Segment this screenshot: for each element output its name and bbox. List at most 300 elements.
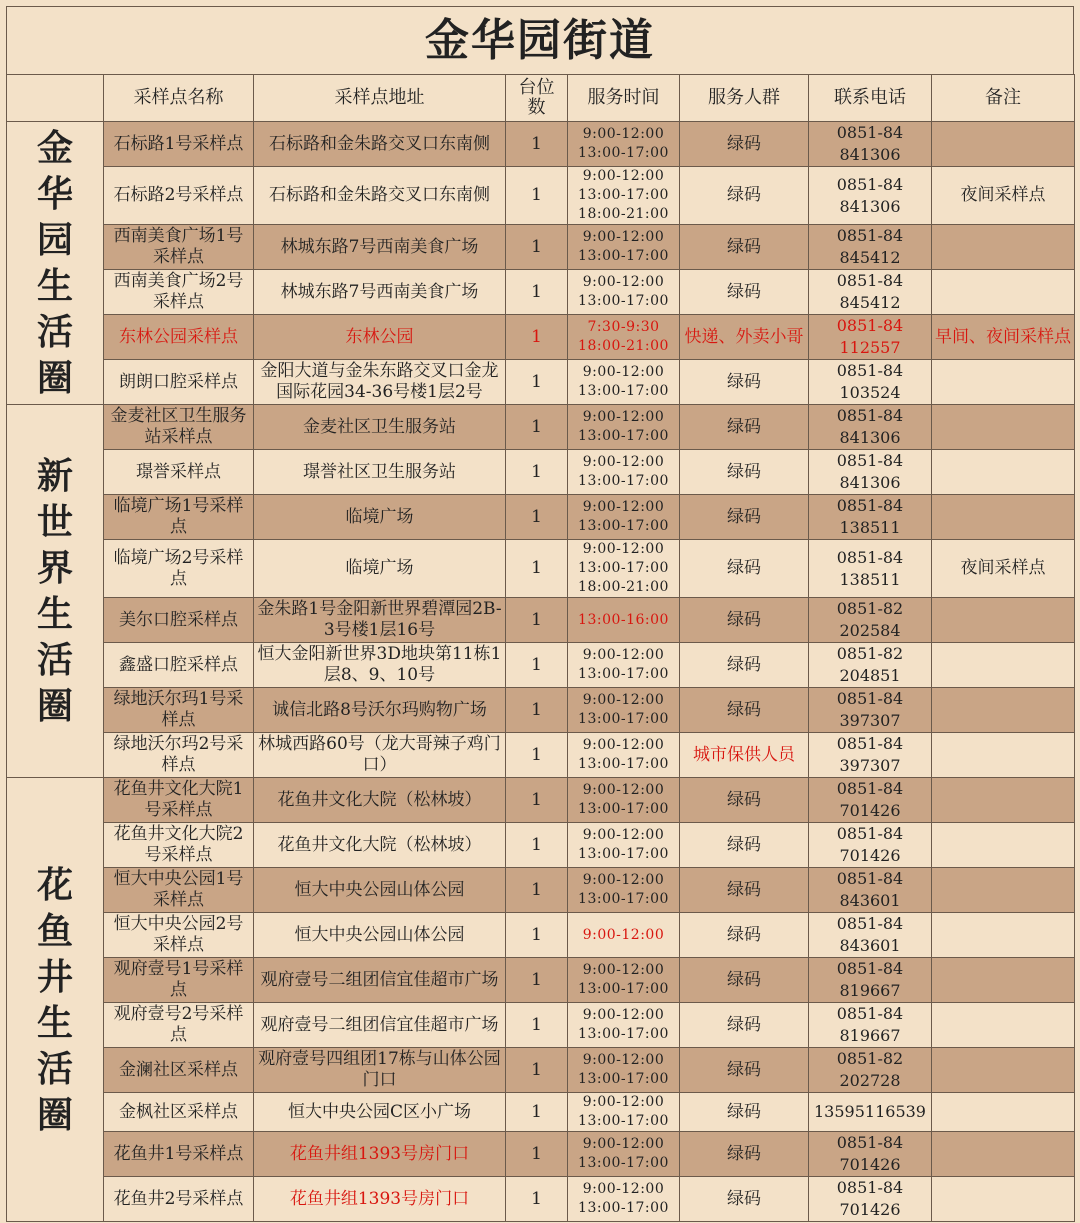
cell-address bbox=[254, 225, 506, 270]
time-slot: 9:00-12:00 bbox=[582, 962, 665, 978]
phone-text: 0851-82202584 bbox=[836, 599, 904, 640]
cell-note bbox=[932, 643, 1075, 688]
cell-name-text: 临境广场2号采样点 bbox=[113, 547, 244, 589]
cell-count-text: 1 bbox=[531, 789, 542, 810]
cell-name-text: 朗朗口腔采样点 bbox=[119, 371, 238, 392]
cell-crowd bbox=[680, 225, 809, 270]
cell-address bbox=[254, 1048, 506, 1093]
cell-address-text: 恒大中央公园山体公园 bbox=[294, 924, 465, 945]
cell-crowd-text: 城市保供人员 bbox=[693, 744, 795, 765]
cell-count-text: 1 bbox=[531, 879, 542, 900]
time-slot: 13:00-17:00 bbox=[578, 891, 669, 907]
cell-name-text: 金枫社区采样点 bbox=[119, 1101, 238, 1122]
cell-time bbox=[568, 122, 680, 167]
cell-crowd bbox=[680, 958, 809, 1003]
cell-address bbox=[254, 823, 506, 868]
cell-name bbox=[104, 823, 254, 868]
cell-phone bbox=[809, 1132, 932, 1177]
cell-address bbox=[254, 495, 506, 540]
cell-address bbox=[254, 270, 506, 315]
cell-address bbox=[254, 868, 506, 913]
cell-time bbox=[568, 1132, 680, 1177]
time-slot: 9:00-12:00 bbox=[582, 782, 665, 798]
cell-address-text: 花鱼井组1393号房门口 bbox=[289, 1188, 470, 1209]
cell-count bbox=[506, 868, 568, 913]
cell-name bbox=[104, 1093, 254, 1132]
group-label-text: 新世界生活圈 bbox=[36, 455, 73, 727]
time-slot: 18:00-21:00 bbox=[578, 338, 669, 354]
cell-name bbox=[104, 958, 254, 1003]
phone-text: 0851-84138511 bbox=[836, 547, 904, 589]
cell-address-text: 林城西路60号（龙大哥辣子鸡门口） bbox=[258, 734, 501, 775]
cell-address bbox=[254, 733, 506, 778]
cell-phone bbox=[809, 913, 932, 958]
cell-address bbox=[254, 598, 506, 643]
cell-note bbox=[932, 868, 1075, 913]
cell-count bbox=[506, 1132, 568, 1177]
cell-name bbox=[104, 1132, 254, 1177]
cell-crowd bbox=[680, 167, 809, 225]
group-label bbox=[7, 405, 104, 778]
cell-name bbox=[104, 868, 254, 913]
cell-time bbox=[568, 225, 680, 270]
cell-count-text: 1 bbox=[531, 654, 542, 675]
table-row bbox=[7, 1093, 1075, 1132]
cell-name bbox=[104, 270, 254, 315]
cell-phone bbox=[809, 167, 932, 225]
time-slot: 9:00-12:00 bbox=[582, 647, 665, 663]
cell-address-text: 临境广场 bbox=[345, 506, 414, 527]
table-row bbox=[7, 270, 1075, 315]
time-slot: 9:00-12:00 bbox=[582, 454, 665, 470]
cell-phone bbox=[809, 360, 932, 405]
cell-address-text: 临境广场 bbox=[345, 558, 414, 578]
time-slot: 9:00-12:00 bbox=[582, 692, 665, 708]
cell-note bbox=[932, 1048, 1075, 1093]
sheet bbox=[6, 6, 1074, 1217]
sampling-table bbox=[6, 74, 1075, 1222]
cell-phone bbox=[809, 1048, 932, 1093]
cell-count bbox=[506, 733, 568, 778]
cell-crowd bbox=[680, 122, 809, 167]
time-slot: 13:00-17:00 bbox=[578, 1113, 669, 1129]
cell-address-text: 东林公园 bbox=[345, 326, 414, 347]
phone-text: 0851-84843601 bbox=[836, 914, 904, 955]
cell-time bbox=[568, 958, 680, 1003]
phone-text: 0851-84819667 bbox=[836, 959, 904, 1000]
cell-crowd-text: 快递、外卖小哥 bbox=[684, 326, 804, 347]
table-row bbox=[7, 1132, 1075, 1177]
time-slot: 13:00-16:00 bbox=[578, 611, 669, 628]
cell-crowd-text: 绿码 bbox=[727, 506, 761, 527]
cell-crowd bbox=[680, 733, 809, 778]
cell-phone bbox=[809, 643, 932, 688]
cell-address bbox=[254, 405, 506, 450]
cell-note bbox=[932, 450, 1075, 495]
cell-crowd bbox=[680, 643, 809, 688]
table-row bbox=[7, 1177, 1075, 1222]
table-row bbox=[7, 958, 1075, 1003]
phone-text: 0851-84701426 bbox=[836, 1133, 904, 1174]
cell-name-text: 绿地沃尔玛1号采样点 bbox=[113, 689, 244, 730]
cell-address-text: 花鱼井组1393号房门口 bbox=[289, 1143, 470, 1164]
table-row bbox=[7, 868, 1075, 913]
phone-text: 0851-84843601 bbox=[836, 869, 904, 910]
cell-time bbox=[568, 1177, 680, 1222]
time-slot: 13:00-17:00 bbox=[578, 383, 669, 399]
cell-note bbox=[932, 778, 1075, 823]
time-slot: 9:00-12:00 bbox=[582, 409, 665, 425]
cell-phone bbox=[809, 598, 932, 643]
cell-note-text: 夜间采样点 bbox=[960, 185, 1046, 205]
cell-count-text: 1 bbox=[531, 609, 542, 630]
table-row bbox=[7, 450, 1075, 495]
cell-count bbox=[506, 1177, 568, 1222]
cell-note bbox=[932, 167, 1075, 225]
cell-note bbox=[932, 598, 1075, 643]
time-slot: 13:00-17:00 bbox=[578, 666, 669, 682]
cell-name-text: 东林公园采样点 bbox=[119, 326, 238, 347]
cell-crowd-text: 绿码 bbox=[727, 969, 761, 990]
cell-count-text: 1 bbox=[531, 185, 542, 205]
cell-crowd bbox=[680, 868, 809, 913]
cell-name bbox=[104, 598, 254, 643]
cell-crowd-text: 绿码 bbox=[727, 1014, 761, 1035]
cell-crowd-text: 绿码 bbox=[727, 1143, 761, 1164]
time-slot: 7:30-9:30 bbox=[587, 319, 660, 335]
phone-text: 0851-84701426 bbox=[836, 779, 904, 820]
table-row bbox=[7, 1048, 1075, 1093]
phone-text: 0851-84112557 bbox=[836, 316, 904, 357]
cell-name bbox=[104, 405, 254, 450]
phone-text: 0851-84701426 bbox=[836, 824, 904, 865]
table-row bbox=[7, 688, 1075, 733]
cell-phone bbox=[809, 122, 932, 167]
time-slot: 9:00-12:00 bbox=[582, 168, 665, 184]
cell-address-text: 金麦社区卫生服务站 bbox=[303, 416, 456, 437]
cell-phone bbox=[809, 495, 932, 540]
cell-address-text: 恒大中央公园C区小广场 bbox=[287, 1101, 471, 1122]
cell-count-text: 1 bbox=[531, 699, 542, 720]
cell-count bbox=[506, 1093, 568, 1132]
cell-phone bbox=[809, 823, 932, 868]
cell-address bbox=[254, 913, 506, 958]
cell-name-text: 金澜社区采样点 bbox=[119, 1059, 238, 1080]
cell-name bbox=[104, 225, 254, 270]
cell-count-text: 1 bbox=[531, 744, 542, 765]
cell-crowd-text: 绿码 bbox=[727, 281, 761, 302]
table-row bbox=[7, 225, 1075, 270]
table-row bbox=[7, 598, 1075, 643]
cell-crowd bbox=[680, 360, 809, 405]
cell-crowd-text: 绿码 bbox=[727, 699, 761, 720]
header-phone: 联系电话 bbox=[809, 75, 932, 122]
time-slot: 13:00-17:00 bbox=[578, 473, 669, 489]
cell-name bbox=[104, 643, 254, 688]
cell-crowd bbox=[680, 1093, 809, 1132]
time-slot: 18:00-21:00 bbox=[578, 579, 669, 595]
cell-count bbox=[506, 270, 568, 315]
cell-crowd-text: 绿码 bbox=[727, 789, 761, 810]
cell-count bbox=[506, 495, 568, 540]
cell-name bbox=[104, 913, 254, 958]
cell-crowd-text: 绿码 bbox=[727, 1101, 761, 1122]
cell-crowd-text: 绿码 bbox=[727, 133, 761, 154]
cell-phone bbox=[809, 1177, 932, 1222]
phone-text: 0851-84397307 bbox=[836, 734, 904, 775]
cell-address bbox=[254, 1093, 506, 1132]
cell-time bbox=[568, 868, 680, 913]
phone-text: 0851-84397307 bbox=[836, 689, 904, 730]
cell-phone bbox=[809, 450, 932, 495]
cell-crowd-text: 绿码 bbox=[727, 185, 761, 205]
cell-address-text: 花鱼井文化大院（松林坡） bbox=[277, 789, 482, 810]
cell-name bbox=[104, 450, 254, 495]
cell-name-text: 花鱼井文化大院2号采样点 bbox=[113, 824, 244, 865]
cell-address-text: 花鱼井文化大院（松林坡） bbox=[277, 834, 482, 855]
cell-name bbox=[104, 1003, 254, 1048]
cell-crowd bbox=[680, 450, 809, 495]
phone-text: 0851-84841306 bbox=[836, 406, 904, 447]
cell-address-text: 林城东路7号西南美食广场 bbox=[280, 236, 479, 257]
cell-note bbox=[932, 1003, 1075, 1048]
cell-name bbox=[104, 167, 254, 225]
time-slot: 9:00-12:00 bbox=[582, 1007, 665, 1023]
phone-text: 0851-82202728 bbox=[836, 1049, 904, 1090]
cell-count bbox=[506, 360, 568, 405]
time-slot: 13:00-17:00 bbox=[578, 711, 669, 727]
cell-address-text: 金阳大道与金朱东路交叉口金龙国际花园34-36号楼1层2号 bbox=[260, 361, 499, 402]
cell-count bbox=[506, 405, 568, 450]
cell-name-text: 璟誉采样点 bbox=[136, 461, 221, 482]
cell-note bbox=[932, 122, 1075, 167]
cell-crowd bbox=[680, 1048, 809, 1093]
cell-crowd bbox=[680, 1003, 809, 1048]
cell-crowd-text: 绿码 bbox=[727, 1188, 761, 1209]
cell-phone bbox=[809, 688, 932, 733]
cell-count bbox=[506, 122, 568, 167]
time-slot: 13:00-17:00 bbox=[578, 1026, 669, 1042]
cell-count-text: 1 bbox=[531, 326, 542, 347]
cell-note bbox=[932, 913, 1075, 958]
cell-name-text: 西南美食广场2号采样点 bbox=[113, 271, 244, 312]
cell-phone bbox=[809, 868, 932, 913]
phone-text: 0851-84841306 bbox=[836, 123, 904, 164]
cell-phone bbox=[809, 315, 932, 360]
cell-name-text: 观府壹号1号采样点 bbox=[113, 959, 244, 1000]
cell-phone-text: 13595116539 bbox=[814, 1102, 926, 1121]
header-name: 采样点名称 bbox=[104, 75, 254, 122]
cell-address bbox=[254, 958, 506, 1003]
cell-count-text: 1 bbox=[531, 236, 542, 257]
cell-name-text: 金麦社区卫生服务站采样点 bbox=[110, 406, 247, 447]
cell-count bbox=[506, 778, 568, 823]
cell-name-text: 石标路1号采样点 bbox=[113, 133, 244, 154]
cell-address-text: 璟誉社区卫生服务站 bbox=[303, 461, 456, 482]
cell-count-text: 1 bbox=[531, 1188, 542, 1209]
cell-time bbox=[568, 1048, 680, 1093]
cell-name-text: 美尔口腔采样点 bbox=[119, 609, 238, 630]
cell-count-text: 1 bbox=[531, 281, 542, 302]
cell-count-text: 1 bbox=[531, 924, 542, 945]
cell-count bbox=[506, 225, 568, 270]
time-slot: 13:00-17:00 bbox=[578, 518, 669, 534]
table-row bbox=[7, 778, 1075, 823]
phone-text: 0851-82204851 bbox=[836, 644, 904, 685]
header-time: 服务时间 bbox=[568, 75, 680, 122]
cell-name-text: 恒大中央公园1号采样点 bbox=[113, 869, 244, 910]
cell-crowd-text: 绿码 bbox=[727, 416, 761, 437]
table-row bbox=[7, 540, 1075, 598]
time-slot: 9:00-12:00 bbox=[582, 827, 665, 843]
cell-name-text: 绿地沃尔玛2号采样点 bbox=[113, 734, 244, 775]
cell-name bbox=[104, 495, 254, 540]
cell-crowd bbox=[680, 315, 809, 360]
table-row bbox=[7, 167, 1075, 225]
cell-count-text: 1 bbox=[531, 834, 542, 855]
cell-phone bbox=[809, 778, 932, 823]
time-slot: 13:00-17:00 bbox=[578, 1200, 669, 1216]
time-slot: 9:00-12:00 bbox=[582, 1094, 665, 1110]
cell-note bbox=[932, 1093, 1075, 1132]
cell-time bbox=[568, 450, 680, 495]
cell-address-text: 石标路和金朱路交叉口东南侧 bbox=[269, 133, 490, 154]
cell-crowd bbox=[680, 495, 809, 540]
cell-address-text: 恒大中央公园山体公园 bbox=[294, 879, 465, 900]
group-label bbox=[7, 778, 104, 1222]
cell-time bbox=[568, 495, 680, 540]
table-row bbox=[7, 733, 1075, 778]
header-group bbox=[7, 75, 104, 122]
cell-crowd-text: 绿码 bbox=[727, 558, 761, 578]
cell-count bbox=[506, 823, 568, 868]
cell-count-text: 1 bbox=[531, 1014, 542, 1035]
table-row bbox=[7, 1003, 1075, 1048]
header-crowd: 服务人群 bbox=[680, 75, 809, 122]
cell-crowd-text: 绿码 bbox=[727, 924, 761, 945]
cell-time bbox=[568, 167, 680, 225]
phone-text: 0851-84701426 bbox=[836, 1178, 904, 1219]
cell-crowd bbox=[680, 688, 809, 733]
cell-count-text: 1 bbox=[531, 371, 542, 392]
cell-note bbox=[932, 1177, 1075, 1222]
cell-time bbox=[568, 733, 680, 778]
cell-crowd-text: 绿码 bbox=[727, 1059, 761, 1080]
time-slot: 13:00-17:00 bbox=[578, 801, 669, 817]
phone-text: 0851-84138511 bbox=[836, 496, 904, 537]
cell-note bbox=[932, 688, 1075, 733]
table-row bbox=[7, 495, 1075, 540]
cell-address-text: 诚信北路8号沃尔玛购物广场 bbox=[272, 699, 487, 720]
group-label-text: 金华园生活圈 bbox=[36, 127, 73, 399]
cell-count-text: 1 bbox=[531, 558, 542, 578]
cell-time bbox=[568, 540, 680, 598]
cell-count bbox=[506, 913, 568, 958]
phone-text: 0851-84841306 bbox=[836, 174, 904, 216]
cell-name-text: 花鱼井1号采样点 bbox=[113, 1143, 244, 1164]
cell-crowd bbox=[680, 598, 809, 643]
phone-text: 0851-84845412 bbox=[836, 271, 904, 312]
cell-phone bbox=[809, 733, 932, 778]
cell-count bbox=[506, 958, 568, 1003]
cell-count bbox=[506, 688, 568, 733]
cell-address-text: 观府壹号二组团信宜佳超市广场 bbox=[260, 1014, 499, 1035]
cell-address bbox=[254, 643, 506, 688]
cell-name-text: 恒大中央公园2号采样点 bbox=[113, 914, 244, 955]
cell-crowd bbox=[680, 823, 809, 868]
cell-count bbox=[506, 1048, 568, 1093]
cell-name-text: 花鱼井文化大院1号采样点 bbox=[113, 779, 244, 820]
cell-count bbox=[506, 598, 568, 643]
cell-address bbox=[254, 1132, 506, 1177]
cell-count-text: 1 bbox=[531, 416, 542, 437]
cell-phone bbox=[809, 405, 932, 450]
cell-address bbox=[254, 360, 506, 405]
time-slot: 9:00-12:00 bbox=[582, 126, 665, 142]
time-slot: 13:00-17:00 bbox=[578, 846, 669, 862]
cell-address bbox=[254, 1003, 506, 1048]
cell-name bbox=[104, 688, 254, 733]
table-row bbox=[7, 823, 1075, 868]
time-slot: 13:00-17:00 bbox=[578, 756, 669, 772]
cell-note bbox=[932, 225, 1075, 270]
cell-crowd bbox=[680, 270, 809, 315]
phone-text: 0851-84841306 bbox=[836, 451, 904, 492]
time-slot: 13:00-17:00 bbox=[578, 981, 669, 997]
cell-count-text: 1 bbox=[531, 1059, 542, 1080]
group-label bbox=[7, 122, 104, 405]
cell-name bbox=[104, 1048, 254, 1093]
cell-name bbox=[104, 360, 254, 405]
cell-count bbox=[506, 1003, 568, 1048]
cell-name-text: 观府壹号2号采样点 bbox=[113, 1004, 244, 1045]
cell-note-text: 夜间采样点 bbox=[960, 558, 1046, 578]
time-slot: 13:00-17:00 bbox=[578, 560, 669, 576]
cell-phone bbox=[809, 1093, 932, 1132]
phone-text: 0851-84845412 bbox=[836, 226, 904, 267]
cell-count bbox=[506, 450, 568, 495]
cell-phone bbox=[809, 958, 932, 1003]
cell-note bbox=[932, 958, 1075, 1003]
header-address: 采样点地址 bbox=[254, 75, 506, 122]
table-row bbox=[7, 360, 1075, 405]
time-slot: 9:00-12:00 bbox=[582, 364, 665, 380]
cell-name-text: 石标路2号采样点 bbox=[113, 185, 244, 205]
cell-time bbox=[568, 823, 680, 868]
cell-phone bbox=[809, 270, 932, 315]
cell-address-text: 观府壹号四组团17栋与山体公园门口 bbox=[258, 1049, 501, 1090]
cell-time bbox=[568, 1093, 680, 1132]
time-slot: 13:00-17:00 bbox=[578, 145, 669, 161]
time-slot: 9:00-12:00 bbox=[582, 926, 665, 943]
cell-name-text: 花鱼井2号采样点 bbox=[113, 1188, 244, 1209]
time-slot: 13:00-17:00 bbox=[578, 428, 669, 444]
cell-note bbox=[932, 270, 1075, 315]
cell-name bbox=[104, 778, 254, 823]
time-slot: 9:00-12:00 bbox=[582, 1052, 665, 1068]
page-title: 金华园街道 bbox=[6, 6, 1074, 74]
cell-note-text: 早间、夜间采样点 bbox=[935, 326, 1071, 347]
cell-phone bbox=[809, 1003, 932, 1048]
cell-count bbox=[506, 540, 568, 598]
cell-crowd bbox=[680, 778, 809, 823]
header-row bbox=[7, 75, 1075, 122]
cell-address-text: 林城东路7号西南美食广场 bbox=[280, 281, 479, 302]
cell-note bbox=[932, 315, 1075, 360]
cell-note bbox=[932, 405, 1075, 450]
time-slot: 9:00-12:00 bbox=[582, 1136, 665, 1152]
time-slot: 13:00-17:00 bbox=[578, 1155, 669, 1171]
